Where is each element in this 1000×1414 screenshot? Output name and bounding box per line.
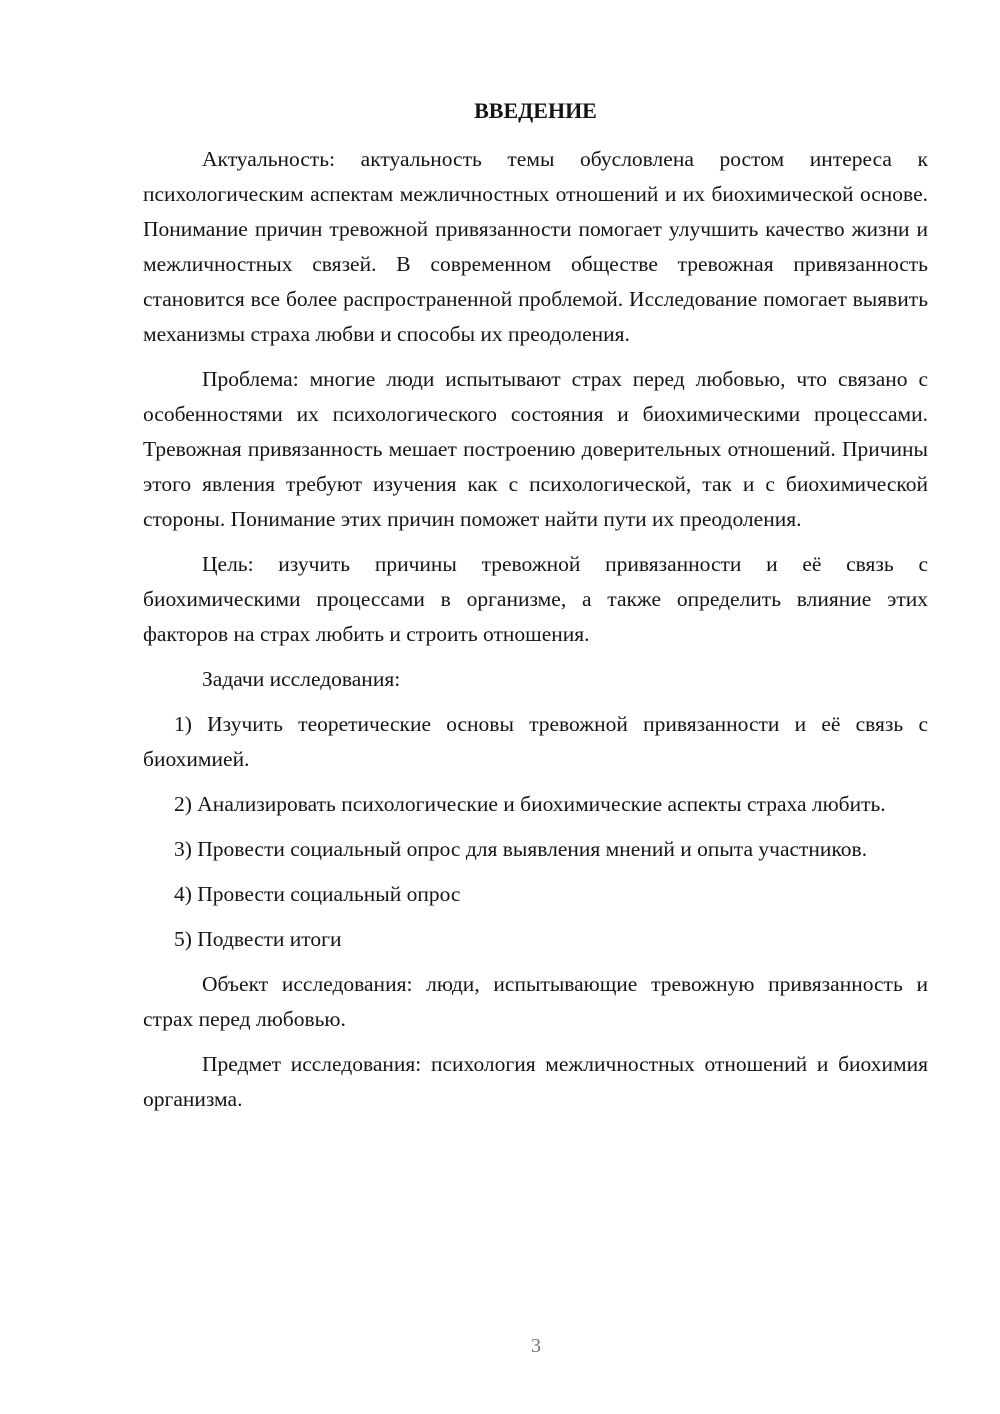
introduction-body xyxy=(143,142,928,1127)
task-item-3: 3) Провести социальный опрос для выявления мнений и опыта участников. xyxy=(174,837,868,861)
page-heading: ВВЕДЕНИЕ xyxy=(474,98,597,123)
task-item-5: 5) Подвести итоги xyxy=(174,927,342,951)
object-paragraph: Объект исследования: люди, испытывающие тревожную привязанность и страх перед любовью. xyxy=(143,972,928,1031)
page-number: 3 xyxy=(531,1335,541,1357)
subject-paragraph: Предмет исследования: психология межличностных отношений и биохимия организма. xyxy=(143,1052,928,1111)
problem-paragraph: Проблема: многие люди испытывают страх перед любовью, что связано с особенностями их психологического состояния и биохимическими процессами. Тревожная привязанность мешает построению доверительных отношений. Причины этого явления требуют изучения как с психологической, так и с биохимической стороны. Понимание этих причин поможет найти пути их преодоления. xyxy=(143,367,928,531)
relevance-paragraph: Актуальность: актуальность темы обусловлена ростом интереса к психологическим аспектам межличностных отношений и их биохимической основе. Понимание причин тревожной привязанности помогает улучшить качество жизни и межличностных связей. В современном обществе тревожная привязанность становится все более распространенной проблемой. Исследование помогает выявить механизмы страха любви и способы их преодоления. xyxy=(143,147,928,346)
goal-paragraph: Цель: изучить причины тревожной привязанности и её связь с биохимическими процессами в организме, а также определить влияние этих факторов на страх любить и строить отношения. xyxy=(143,552,928,646)
task-item-4: 4) Провести социальный опрос xyxy=(174,882,461,906)
tasks-title: Задачи исследования: xyxy=(202,667,401,691)
task-item-1: 1) Изучить теоретические основы тревожной привязанности и её связь с биохимией. xyxy=(143,712,928,771)
task-item-2: 2) Анализировать психологические и биохимические аспекты страха любить. xyxy=(174,792,886,816)
